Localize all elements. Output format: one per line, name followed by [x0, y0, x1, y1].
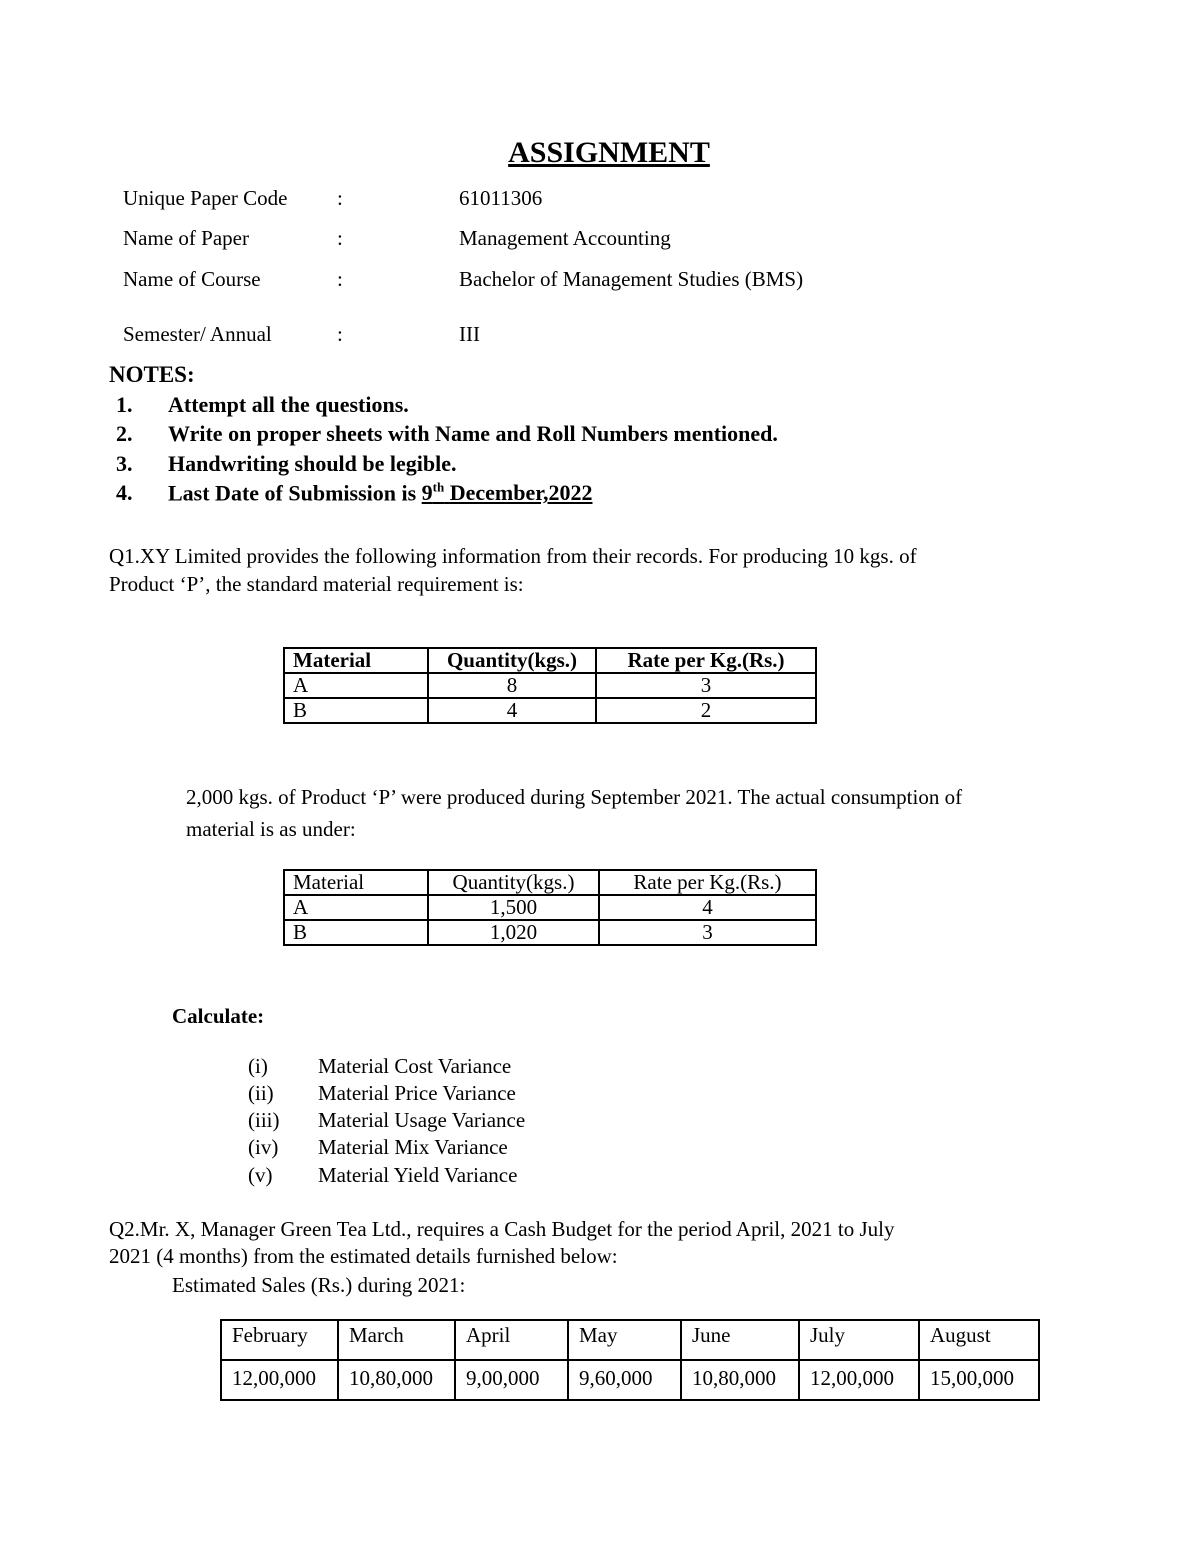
meta-colon: :: [337, 186, 343, 210]
q1-actual-line: material is as under:: [186, 817, 356, 841]
note-number: 4.: [116, 480, 133, 506]
note-number: 1.: [116, 392, 133, 417]
estimated-sales-table: [220, 1319, 1040, 1401]
q1-intro: [109, 542, 917, 598]
meta-colon: :: [337, 267, 343, 291]
month-cell: February: [221, 1320, 338, 1360]
date-suffix: th: [432, 480, 445, 495]
table-cell: B: [284, 698, 428, 723]
table-cell: 8: [428, 673, 596, 698]
note-text: Write on proper sheets with Name and Roll Numbers mentioned.: [168, 421, 778, 446]
q2-intro: [109, 1216, 894, 1270]
table-cell: A: [284, 673, 428, 698]
sales-cell: 9,00,000: [455, 1360, 568, 1400]
date-month-year: December,2022: [444, 480, 593, 506]
note-item: [116, 421, 778, 447]
variance-item: [248, 1054, 511, 1079]
sales-cell: 10,80,000: [681, 1360, 799, 1400]
variance-number: (v): [248, 1163, 273, 1187]
table-row: [284, 698, 816, 723]
q1-actual-intro: [186, 781, 962, 845]
meta-value: 61011306: [459, 186, 543, 210]
note-item: [116, 392, 409, 418]
table-cell: 1,500: [428, 895, 599, 920]
sales-cell: 12,00,000: [799, 1360, 919, 1400]
table-header-cell: Material: [284, 870, 428, 895]
meta-label: Name of Course: [123, 267, 261, 291]
submission-date: [422, 480, 593, 505]
variance-text: Material Cost Variance: [318, 1054, 512, 1078]
q1-intro-line: Q1.XY Limited provides the following information from their records. For producing 10 kgs. of: [109, 544, 917, 568]
table-cell: A: [284, 895, 428, 920]
sales-cell: 12,00,000: [221, 1360, 338, 1400]
month-cell: August: [919, 1320, 1039, 1360]
sales-cell: 9,60,000: [568, 1360, 681, 1400]
month-cell: March: [338, 1320, 455, 1360]
note-text: Last Date of Submission is: [168, 480, 422, 506]
variance-item: [248, 1081, 516, 1106]
table-row: [284, 920, 816, 945]
variance-text: Material Yield Variance: [318, 1163, 518, 1187]
date-day: 9: [421, 480, 433, 506]
table-cell: 4: [599, 895, 816, 920]
q2-intro-line: Q2.Mr. X, Manager Green Tea Ltd., requires a Cash Budget for the period April, 2021 to July: [109, 1217, 895, 1241]
q1-intro-line: Product ‘P’, the standard material requirement is:: [109, 572, 524, 596]
note-text: Attempt all the questions.: [168, 392, 409, 417]
table-cell: 1,020: [428, 920, 599, 945]
actual-material-table: [283, 869, 817, 946]
variance-number: (ii): [248, 1081, 274, 1105]
month-cell: April: [455, 1320, 568, 1360]
meta-row-course: [123, 267, 803, 292]
table-header-cell: Rate per Kg.(Rs.): [599, 870, 816, 895]
sales-cell: 10,80,000: [338, 1360, 455, 1400]
table-header-cell: Rate per Kg.(Rs.): [596, 648, 816, 673]
month-cell: July: [799, 1320, 919, 1360]
table-row: [284, 673, 816, 698]
variance-text: Material Price Variance: [318, 1081, 516, 1105]
table-row: [284, 895, 816, 920]
table-header-row: [221, 1320, 1039, 1360]
table-cell: 4: [428, 698, 596, 723]
meta-row-paper-code: [123, 186, 542, 211]
meta-value: Bachelor of Management Studies (BMS): [459, 267, 804, 291]
calculate-heading: Calculate:: [172, 1004, 265, 1028]
table-header-cell: Quantity(kgs.): [428, 870, 599, 895]
table-row: [221, 1360, 1039, 1400]
note-number: 2.: [116, 421, 133, 446]
meta-value: Management Accounting: [459, 226, 671, 250]
sales-heading: Estimated Sales (Rs.) during 2021:: [172, 1273, 466, 1297]
note-item: [116, 451, 457, 477]
table-cell: 2: [596, 698, 816, 723]
table-header-cell: Material: [284, 648, 428, 673]
meta-value: III: [459, 322, 480, 346]
variance-text: Material Mix Variance: [318, 1135, 508, 1159]
variance-item: [248, 1163, 517, 1188]
meta-row-paper-name: [123, 226, 671, 251]
notes-heading: NOTES:: [109, 362, 195, 387]
table-cell: 3: [599, 920, 816, 945]
table-header-row: [284, 870, 816, 895]
table-cell: B: [284, 920, 428, 945]
meta-label: Unique Paper Code: [123, 186, 288, 210]
month-cell: June: [681, 1320, 799, 1360]
variance-number: (iii): [248, 1108, 280, 1132]
q2-intro-line: 2021 (4 months) from the estimated details furnished below:: [109, 1244, 618, 1268]
variance-number: (i): [248, 1054, 268, 1078]
table-header-cell: Quantity(kgs.): [428, 648, 596, 673]
meta-colon: :: [337, 322, 343, 346]
meta-label: Name of Paper: [123, 226, 249, 250]
standard-material-table: [283, 647, 817, 724]
note-text: Handwriting should be legible.: [168, 451, 457, 476]
note-item: [116, 480, 592, 506]
sales-cell: 15,00,000: [919, 1360, 1039, 1400]
month-cell: May: [568, 1320, 681, 1360]
variance-text: Material Usage Variance: [318, 1108, 526, 1132]
variance-number: (iv): [248, 1135, 279, 1159]
table-cell: 3: [596, 673, 816, 698]
meta-row-semester: [123, 322, 480, 347]
meta-label: Semester/ Annual: [123, 322, 272, 346]
variance-item: [248, 1108, 525, 1133]
page-title: ASSIGNMENT: [508, 136, 710, 169]
table-header-row: [284, 648, 816, 673]
meta-colon: :: [337, 226, 343, 250]
note-number: 3.: [116, 451, 133, 476]
q1-actual-line: 2,000 kgs. of Product ‘P’ were produced during September 2021. The actual consumption of: [186, 785, 963, 809]
variance-item: [248, 1135, 508, 1160]
